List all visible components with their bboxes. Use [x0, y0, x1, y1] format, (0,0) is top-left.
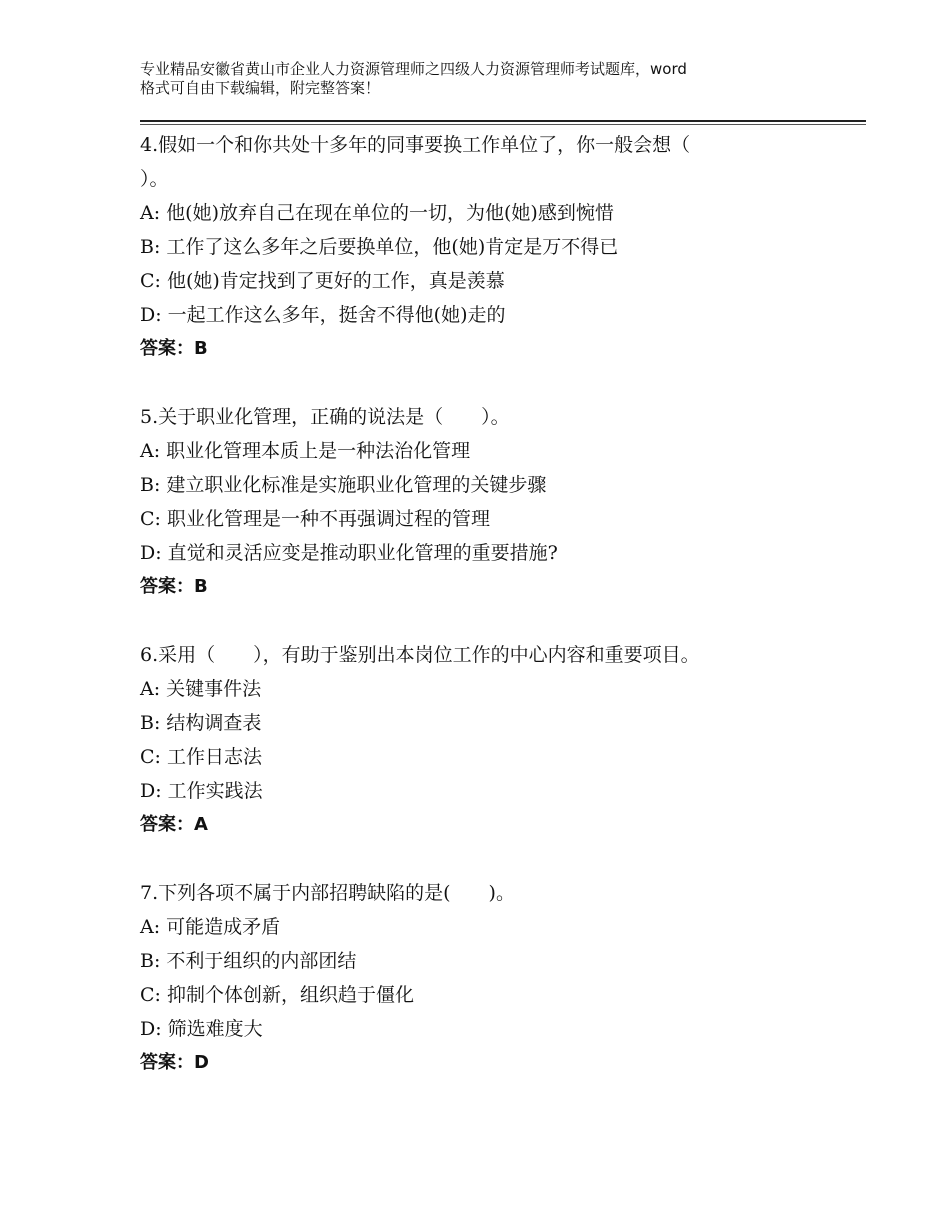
question-stem-continued: ）。: [140, 168, 169, 190]
question-4: [140, 128, 866, 366]
question-stem: 7.下列各项不属于内部招聘缺陷的是( )。: [140, 882, 515, 904]
question-6: [140, 638, 866, 842]
page-header: [140, 60, 830, 98]
header-title-line-1: 专业精品安徽省黄山市企业人力资源管理师之四级人力资源管理师考试题库，word: [140, 60, 687, 78]
question-list: [140, 128, 866, 1080]
option-d: D: 一起工作这么多年，挺舍不得他(她)走的: [140, 304, 506, 326]
option-a: A: 职业化管理本质上是一种法治化管理: [140, 440, 471, 462]
header-title-line-2: 格式可自由下载编辑，附完整答案！: [140, 79, 381, 97]
answer-label: 答案：D: [140, 1052, 209, 1073]
answer-label: 答案：B: [140, 338, 208, 359]
option-d: D: 直觉和灵活应变是推动职业化管理的重要措施?: [140, 542, 558, 564]
option-b: B: 建立职业化标准是实施职业化管理的关键步骤: [140, 474, 547, 496]
question-stem: 4.假如一个和你共处十多年的同事要换工作单位了，你一般会想（: [140, 134, 691, 156]
question-7: [140, 876, 866, 1080]
option-c: C: 抑制个体创新，组织趋于僵化: [140, 984, 414, 1006]
option-a: A: 关键事件法: [140, 678, 262, 700]
question-5: [140, 400, 866, 604]
question-stem: 6.采用（ ），有助于鉴别出本岗位工作的中心内容和重要项目。: [140, 644, 700, 666]
option-b: B: 结构调查表: [140, 712, 262, 734]
option-d: D: 筛选难度大: [140, 1018, 263, 1040]
option-c: C: 职业化管理是一种不再强调过程的管理: [140, 508, 490, 530]
option-d: D: 工作实践法: [140, 780, 263, 802]
option-b: B: 不利于组织的内部团结: [140, 950, 357, 972]
header-divider-thick: [140, 120, 866, 122]
option-c: C: 工作日志法: [140, 746, 262, 768]
option-c: C: 他(她)肯定找到了更好的工作，真是羡慕: [140, 270, 505, 292]
option-a: A: 可能造成矛盾: [140, 916, 281, 938]
answer-label: 答案：B: [140, 576, 208, 597]
header-divider-thin: [140, 124, 866, 125]
answer-label: 答案：A: [140, 814, 208, 835]
option-b: B: 工作了这么多年之后要换单位，他(她)肯定是万不得已: [140, 236, 619, 258]
question-stem: 5.关于职业化管理，正确的说法是（ ）。: [140, 406, 510, 428]
option-a: A: 他(她)放弃自己在现在单位的一切，为他(她)感到惋惜: [140, 202, 614, 224]
